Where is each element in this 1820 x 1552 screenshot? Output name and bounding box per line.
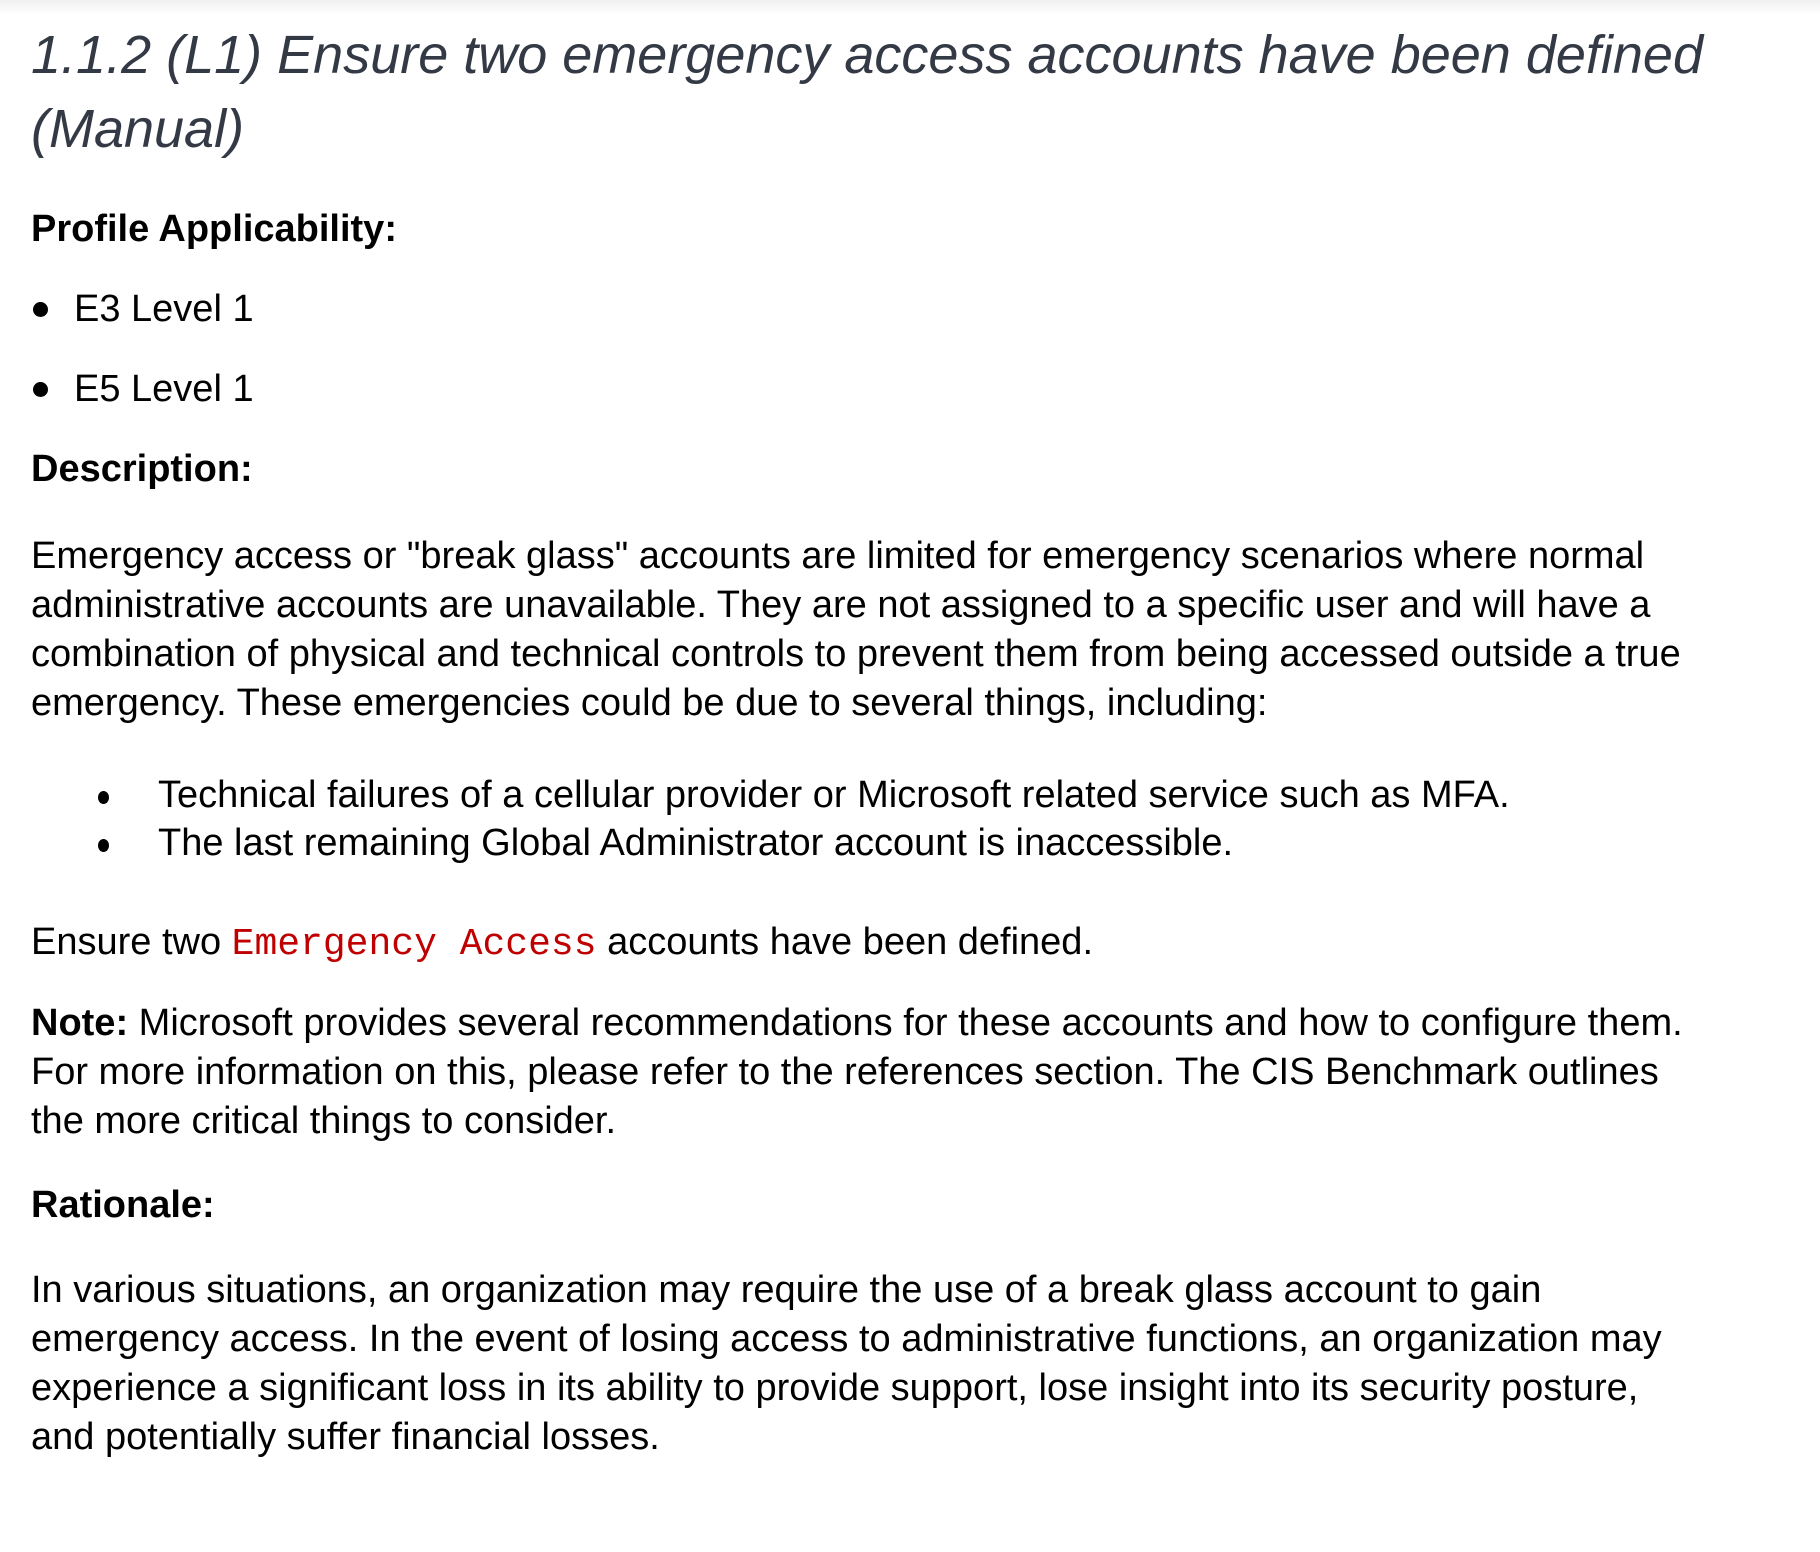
- profile-item-label: E3 Level 1: [74, 288, 254, 330]
- bullet-icon: [33, 302, 48, 317]
- cause-item-text: Technical failures of a cellular provider or Microsoft related service such as MFA.: [158, 774, 1510, 816]
- page-title: 1.1.2 (L1) Ensure two emergency access accounts have been defined (Manual): [31, 25, 1703, 159]
- top-shadow: [0, 0, 1820, 14]
- profile-item-label: E5 Level 1: [74, 368, 254, 410]
- profile-item: [31, 366, 1711, 412]
- emergency-access-code: Emergency Access: [231, 923, 597, 966]
- cause-item: [31, 819, 1711, 867]
- profile-applicability-heading: Profile Applicability:: [31, 208, 397, 250]
- bullet-icon: [33, 382, 48, 397]
- note-text: Microsoft provides several recommendations for these accounts and how to configure them. For more information on this, please refer to the references section. The CIS Benchmark outlines the more critical things to consider.: [31, 1002, 1683, 1142]
- ensure-prefix: Ensure two: [31, 921, 232, 963]
- description-paragraph: Emergency access or "break glass" accounts are limited for emergency scenarios where normal administrative accounts are unavailable. They are not assigned to a specific user and will have a combination of physical and technical controls to prevent them from being accessed outside a true emergency. These emergencies could be due to several things, including:: [31, 535, 1681, 724]
- ensure-statement: [31, 918, 1711, 969]
- rationale-paragraph: In various situations, an organization may require the use of a break glass account to gain emergency access. In the event of losing access to administrative functions, an organization may experience a significant loss in its ability to provide support, lose insight into its security posture, and potentially suffer financial losses.: [31, 1269, 1662, 1458]
- note-label: Note:: [31, 1002, 129, 1044]
- bullet-icon: [98, 791, 109, 804]
- description-heading: Description:: [31, 448, 253, 490]
- cause-item-text: The last remaining Global Administrator account is inaccessible.: [158, 822, 1234, 864]
- profile-item: [31, 286, 1711, 332]
- bullet-icon: [98, 839, 109, 852]
- profile-list: [31, 286, 1711, 412]
- rationale-heading: Rationale:: [31, 1184, 215, 1226]
- emergency-causes-list: [31, 771, 1711, 867]
- cause-item: [31, 771, 1711, 819]
- ensure-suffix: accounts have been defined.: [596, 921, 1094, 963]
- document-page: [31, 18, 1711, 1462]
- note-paragraph: [31, 999, 1711, 1146]
